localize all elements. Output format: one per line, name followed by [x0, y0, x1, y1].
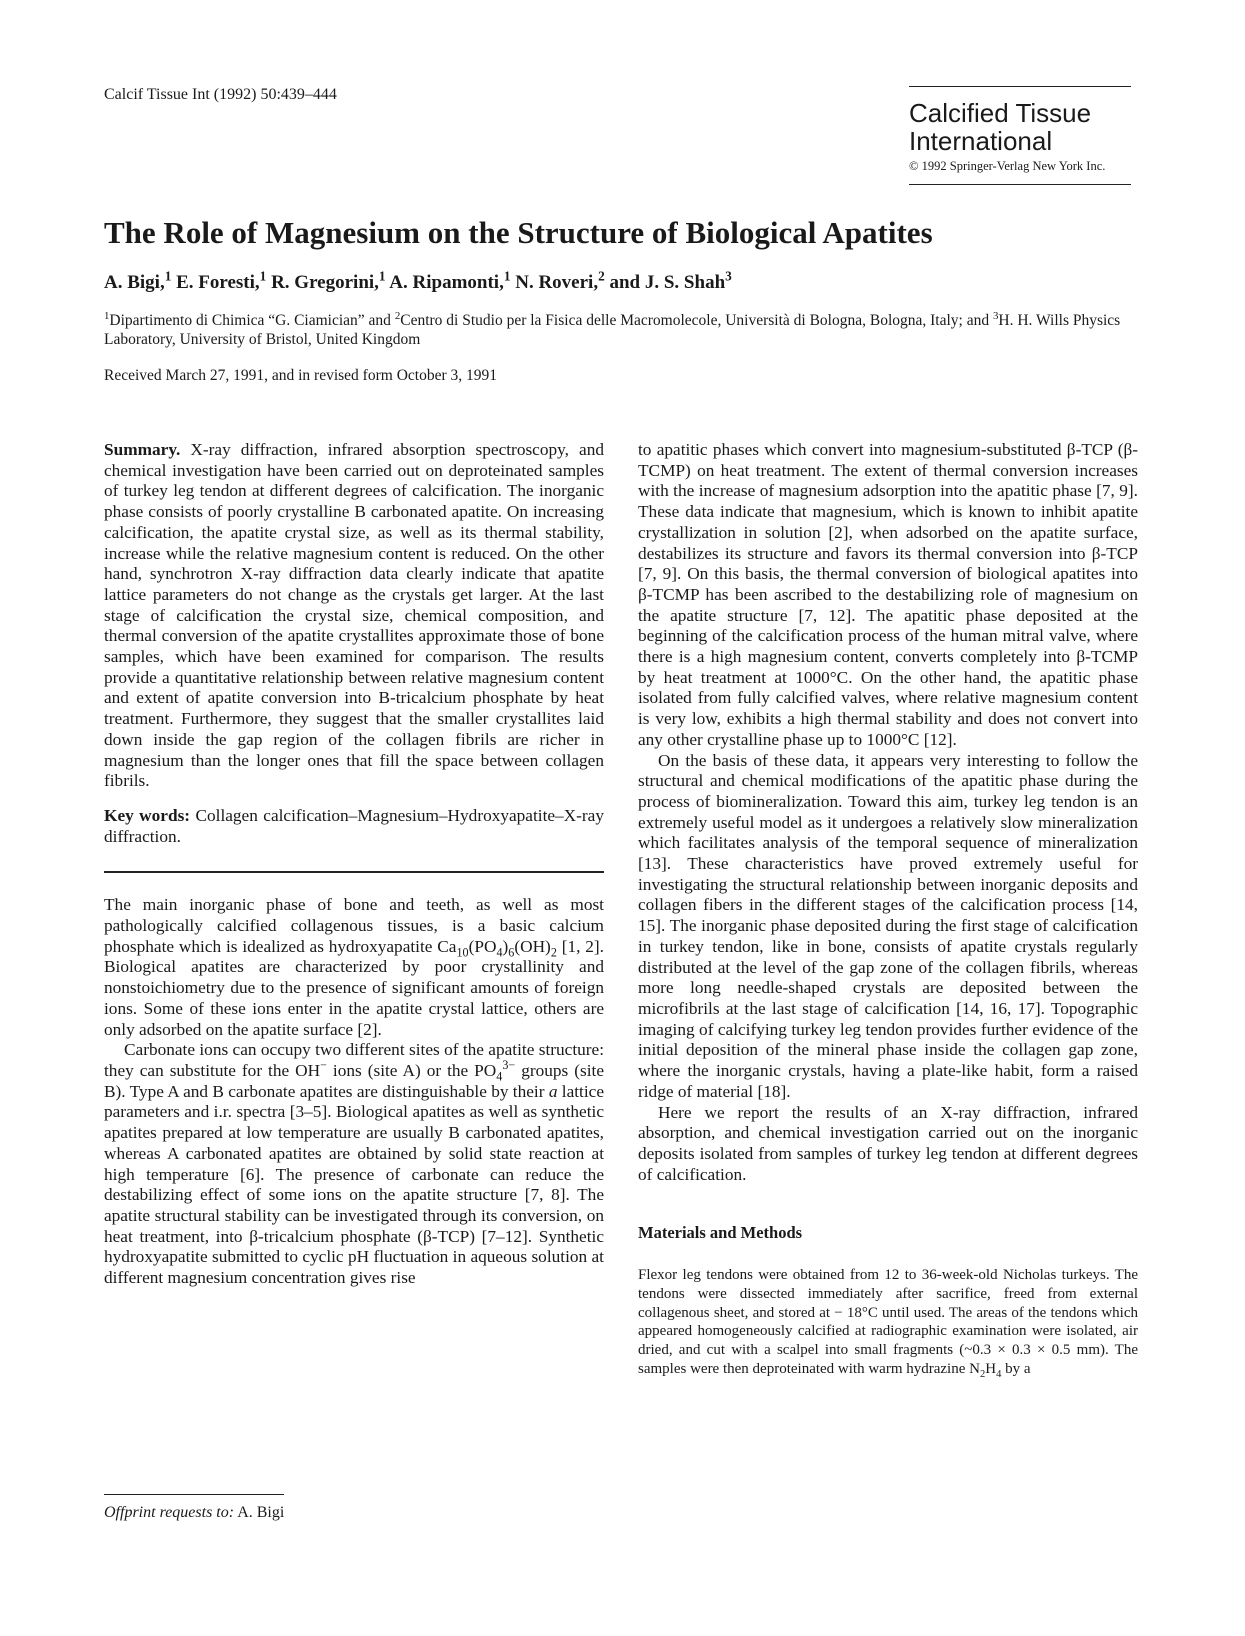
intro-paragraph-1: The main inorganic phase of bone and teeth, as well as most pathologically calcified collagenous tissues, is a basic calcium phosphate which is idealized as hydroxyapatite $Ca_{10}(PO_4)_6(OH)_2$ [1, 2]. Biological apatites are characterized by poor crystallinity and nonstoichiometry due to the presence of significant amounts of foreign ions. Some of these ions enter in the apatite crystal lattice, others are only adsorbed on the apatite surface [2].: [104, 895, 604, 1039]
received-dates: Received March 27, 1991, and in revised form October 3, 1991: [104, 367, 497, 384]
author: A. Ripamonti,$^1$: [389, 268, 511, 293]
summary-paragraph: Summary. X-ray diffraction, infrared absorption spectroscopy, and chemical investigation have been carried out on deproteinated samples of turkey leg tendon at different degrees of calcification. The inorganic phase consists of poorly crystalline B carbonated apatite. On increasing calcification, the apatite crystal size, as well as its thermal stability, increase while the relative magnesium content is reduced. On the other hand, synchrotron X-ray diffraction data clearly indicate that apatite lattice parameters do not change as the crystals get larger. At the last stage of calcification the crystal size, chemical composition, and thermal conversion of the apatite crystallites approximate those of bone samples, which have been examined for comparison. The results provide a quantitative relationship between relative magnesium content and extent of apatite conversion into B-tricalcium phosphate by heat treatment. Furthermore, they suggest that the smaller crystallites laid down inside the gap region of the collagen fibrils are richer in magnesium than the longer ones that fill the space between collagen fibrils.: [104, 440, 604, 791]
author: R. Gregorini,$^1$: [271, 268, 386, 293]
section-divider: [104, 871, 604, 873]
author: N. Roveri,$^2$: [515, 268, 605, 293]
keywords-label: Key words:: [104, 805, 191, 825]
author-list: [104, 268, 732, 294]
offprint-footnote: Offprint requests to: A. Bigi: [104, 1504, 285, 1521]
methods-heading: Materials and Methods: [638, 1223, 803, 1243]
copyright-notice: © 1992 Springer-Verlag New York Inc.: [909, 159, 1106, 173]
intro-paragraph-4: Here we report the results of an X-ray diffraction, infrared absorption, and chemical investigation carried out on the inorganic deposits isolated from samples of turkey leg tendon at different degrees of calcification.: [638, 1102, 1138, 1184]
author: A. Bigi,$^1$: [104, 268, 172, 293]
keywords-paragraph: Key words: Collagen calcification–Magnesium–Hydroxyapatite–X-ray diffraction.: [104, 805, 604, 846]
left-column: [104, 440, 604, 1289]
author: E. Foresti,$^1$: [176, 268, 267, 293]
intro-paragraph-3: On the basis of these data, it appears very interesting to follow the structural and chemical modifications of the apatitic phase during the process of biomineralization. Toward this aim, turkey leg tendon is an extremely useful model as it undergoes a relatively slow mineralization which facilitates analysis of the temporal sequence of mineralization [13]. These characteristics have proved extremely useful for investigating the structural relationship between inorganic deposits and collagen fibers in the different stages of the calcification process [14, 15]. The inorganic phase deposited during the first stage of calcification in turkey tendon, like in bone, consists of apatite crystals regularly distributed at the level of the gap zone of the collagen fibrils, whereas more long needle-shaped crystals are deposited between the microfibrils at the last stage of calcification [14, 16, 17]. Topographic imaging of calcifying turkey leg tendon provides further evidence of the initial deposition of the mineral phase inside the collagen gap zone, where the inorganic crystals, having a plate-like habit, form a raised ridge of material [18].: [638, 750, 1138, 1101]
footnote-divider: [104, 1494, 284, 1495]
intro-paragraph-2: Carbonate ions can occupy two different sites of the apatite structure: they can substitute for the OH− ions (site A) or the $PO_4^{3-}$ groups (site B). Type A and B carbonate apatites are distinguishable by their a lattice parameters and i.r. spectra [3–5]. Biological apatites as well as synthetic apatites prepared at low temperature are usually B carbonated apatites, whereas A carbonated apatites are obtained by solid state reaction at high temperature [6]. The presence of carbonate can reduce the destabilizing effect of some ions on the apatite structure [7, 8]. The apatite structural stability can be investigated through its conversion, on heat treatment, into β-tricalcium phosphate (β-TCP) [7–12]. Synthetic hydroxyapatite submitted to cyclic pH fluctuation in aqueous solution at different magnesium concentration gives rise: [104, 1040, 604, 1288]
journal-name: Calcified Tissue International: [909, 98, 1092, 156]
methods-paragraph: Flexor leg tendons were obtained from 12 to 36-week-old Nicholas turkeys. The tendons were dissected immediately after sacrifice, freed from external collagenous sheet, and stored at − 18°C until used. The areas of the tendons which appeared homogeneously calcified at radiographic examination were isolated, air dried, and cut with a scalpel into small fragments (~0.3 × 0.3 × 0.5 mm). The samples were then deproteinated with warm hydrazine $N_2H_4$ by a: [638, 1267, 1138, 1380]
paper-title: The Role of Magnesium on the Structure of Biological Apatites: [104, 215, 933, 250]
journal-citation: Calcif Tissue Int (1992) 50:439–444: [104, 86, 337, 103]
author: and J. S. Shah$^3$: [609, 268, 732, 293]
summary-label: Summary.: [104, 440, 181, 459]
intro-paragraph-2-continued: to apatitic phases which convert into magnesium-substituted β-TCP (β-TCMP) on heat treatment. The extent of thermal conversion increases with the increase of magnesium adsorption into the apatitic phase [7, 9]. These data indicate that magnesium, which is known to inhibit apatite crystallization in solution [2], when adsorbed on the apatite surface, destabilizes its structure and favors its thermal conversion into β-TCP [7, 9]. On this basis, the thermal conversion of biological apatites into β-TCMP has been ascribed to the destabilizing role of magnesium on the apatite structure [7, 12]. The apatitic phase deposited at the beginning of the calcification process of the human mitral valve, where there is a high magnesium content, converts completely into β-TCMP by heat treatment at 1000°C. On the other hand, the apatitic phase isolated from fully calcified valves, where relative magnesium content is very low, exhibits a high thermal stability and does not convert into any other crystalline phase up to 1000°C [12].: [638, 440, 1138, 749]
right-column: [638, 440, 1138, 1379]
journal-masthead: [909, 86, 1131, 185]
affiliations: $^1$Dipartimento di Chimica “G. Ciamician” and $^2$Centro di Studio per la Fisica delle Macromolecole, Università di Bologna, Bologna, Italy; and $^3$H. H. Wills Physics Laboratory, University of Bristol, United Kingdom: [104, 309, 1121, 348]
